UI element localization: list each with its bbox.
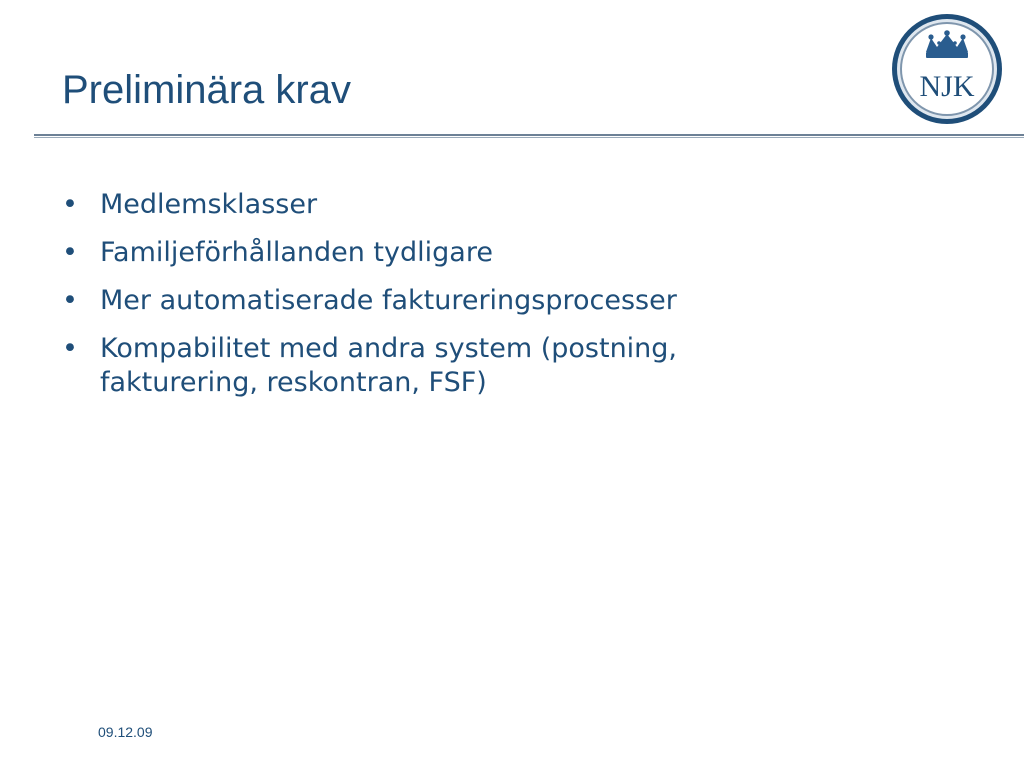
bullet-text: Mer automatiserade faktureringsprocesser (100, 285, 677, 316)
bullet-text: Kompabilitet med andra system (postning, fakturering, reskontran, FSF) (100, 333, 678, 398)
bullet-dot-icon: • (62, 237, 78, 268)
njk-logo (890, 12, 1004, 126)
slide-title: Preliminära krav (62, 68, 351, 112)
bullet-dot-icon: • (62, 333, 78, 364)
footer-date: 09.12.09 (98, 724, 153, 740)
bullet-text: Familjeförhållanden tydligare (100, 237, 493, 268)
title-divider (34, 134, 1024, 136)
bullet-text: Medlemsklasser (100, 189, 318, 220)
njk-logo-emblem (890, 12, 1004, 126)
bullet-item (60, 332, 780, 400)
bullet-item (60, 236, 780, 270)
bullet-dot-icon: • (62, 285, 78, 316)
bullet-list (60, 188, 780, 414)
bullet-dot-icon: • (62, 189, 78, 220)
logo-monogram: NJK (919, 70, 975, 103)
title-divider-shadow (34, 137, 1024, 138)
bullet-item (60, 188, 780, 222)
bullet-item (60, 284, 780, 318)
